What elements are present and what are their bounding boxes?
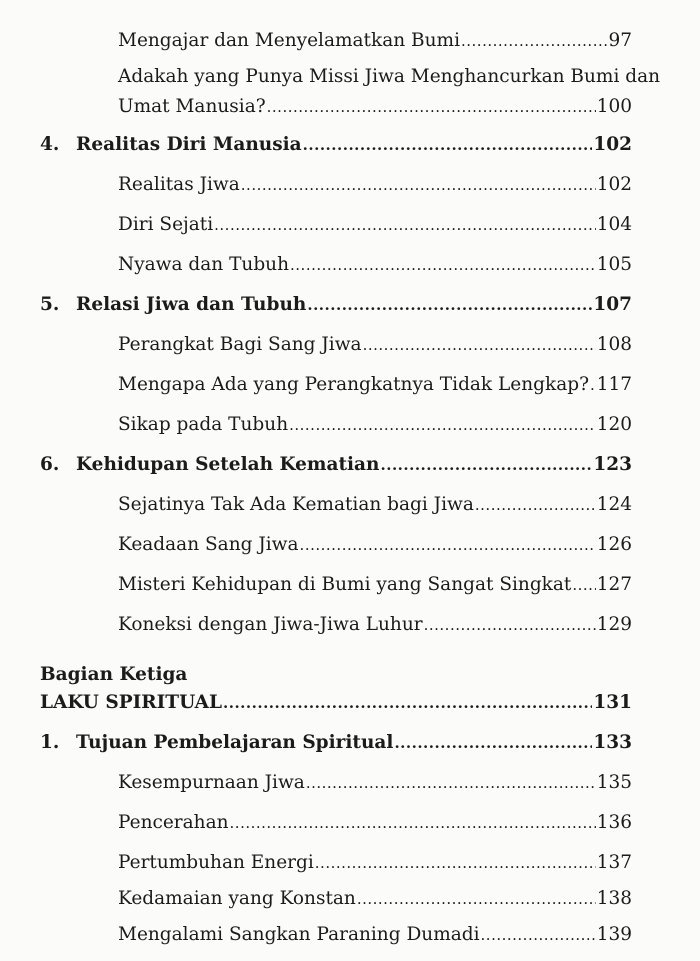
toc-entry[interactable] bbox=[118, 533, 632, 557]
entry-page: 105 bbox=[596, 254, 632, 275]
toc-chapter[interactable] bbox=[40, 293, 632, 317]
entry-title: Mengapa Ada yang Perangkatnya Tidak Lengkap? bbox=[118, 374, 590, 395]
dot-leader bbox=[290, 253, 596, 277]
entry-title: Kedamaian yang Konstan bbox=[118, 888, 356, 909]
dot-leader bbox=[381, 453, 593, 477]
part-label: Bagian Ketiga bbox=[40, 664, 188, 685]
entry-page: 137 bbox=[596, 852, 632, 873]
entry-page: 129 bbox=[596, 614, 632, 635]
entry-page: 126 bbox=[596, 534, 632, 555]
entry-title: Pencerahan bbox=[118, 812, 229, 833]
dot-leader bbox=[214, 213, 596, 237]
entry-title: Koneksi dengan Jiwa-Jiwa Luhur bbox=[118, 614, 423, 635]
entry-title: Mengajar dan Menyelamatkan Bumi bbox=[118, 30, 460, 51]
entry-page: 139 bbox=[596, 924, 632, 945]
dot-leader bbox=[357, 887, 596, 911]
dot-leader bbox=[572, 573, 595, 597]
dot-leader bbox=[300, 533, 596, 557]
dot-leader bbox=[241, 173, 596, 197]
entry-page: 102 bbox=[596, 174, 632, 195]
chapter-title: Realitas Diri Manusia bbox=[76, 134, 302, 155]
toc-entry[interactable] bbox=[118, 373, 632, 397]
part-page: 131 bbox=[593, 692, 632, 713]
entry-page: 97 bbox=[608, 30, 632, 51]
entry-page: 117 bbox=[596, 374, 632, 395]
entry-page: 104 bbox=[596, 214, 632, 235]
entry-title: Perangkat Bagi Sang Jiwa bbox=[118, 334, 362, 355]
toc-entry[interactable] bbox=[118, 923, 632, 947]
toc-chapter[interactable] bbox=[40, 133, 632, 157]
chapter-title: Relasi Jiwa dan Tubuh bbox=[76, 294, 307, 315]
toc-entry[interactable] bbox=[118, 173, 632, 197]
entry-page: 108 bbox=[596, 334, 632, 355]
part-title: LAKU SPIRITUAL bbox=[40, 692, 223, 713]
toc-entry[interactable] bbox=[118, 333, 632, 357]
dot-leader bbox=[424, 613, 596, 637]
entry-title: Realitas Jiwa bbox=[118, 174, 240, 195]
toc-part[interactable] bbox=[40, 691, 632, 715]
entry-title: Pertumbuhan Energi bbox=[118, 852, 314, 873]
entry-page: 127 bbox=[596, 574, 632, 595]
dot-leader bbox=[394, 731, 592, 755]
toc-entry[interactable] bbox=[118, 29, 632, 53]
entry-title: Mengalami Sangkan Paraning Dumadi bbox=[118, 924, 480, 945]
chapter-page: 102 bbox=[593, 134, 632, 155]
entry-title: Umat Manusia? bbox=[118, 96, 266, 117]
toc-entry[interactable] bbox=[118, 613, 632, 637]
chapter-title: Kehidupan Setelah Kematian bbox=[76, 454, 380, 475]
entry-title: Kesempurnaan Jiwa bbox=[118, 772, 305, 793]
entry-page: 120 bbox=[596, 414, 632, 435]
chapter-page: 133 bbox=[593, 732, 632, 753]
chapter-title: Tujuan Pembelajaran Spiritual bbox=[76, 732, 394, 753]
toc-entry[interactable] bbox=[118, 413, 632, 437]
dot-leader bbox=[475, 493, 596, 517]
entry-page: 124 bbox=[596, 494, 632, 515]
dot-leader bbox=[461, 29, 607, 53]
entry-page: 100 bbox=[596, 96, 632, 117]
toc-entry[interactable] bbox=[118, 573, 632, 597]
dot-leader bbox=[590, 373, 596, 397]
entry-title: Misteri Kehidupan di Bumi yang Sangat Singkat bbox=[118, 574, 572, 595]
dot-leader bbox=[306, 771, 596, 795]
toc-entry[interactable] bbox=[118, 771, 632, 795]
entry-title: Diri Sejati bbox=[118, 214, 214, 235]
chapter-number: 1. bbox=[40, 732, 60, 753]
dot-leader bbox=[267, 95, 596, 119]
dot-leader bbox=[230, 811, 596, 835]
chapter-number: 6. bbox=[40, 454, 60, 475]
toc-entry[interactable] bbox=[118, 493, 632, 517]
toc-entry[interactable] bbox=[118, 887, 632, 911]
entry-title: Sikap pada Tubuh bbox=[118, 414, 289, 435]
entry-title-line1: Adakah yang Punya Missi Jiwa Menghancurkan Bumi dan bbox=[118, 66, 661, 87]
chapter-page: 123 bbox=[593, 454, 632, 475]
entry-title: Keadaan Sang Jiwa bbox=[118, 534, 299, 555]
toc-chapter[interactable] bbox=[40, 731, 632, 755]
dot-leader bbox=[481, 923, 596, 947]
dot-leader bbox=[315, 851, 596, 875]
chapter-number: 5. bbox=[40, 294, 60, 315]
toc-entry[interactable] bbox=[118, 253, 632, 277]
entry-title: Nyawa dan Tubuh bbox=[118, 254, 290, 275]
chapter-page: 107 bbox=[593, 294, 632, 315]
entry-title: Sejatinya Tak Ada Kematian bagi Jiwa bbox=[118, 494, 474, 515]
toc-entry[interactable] bbox=[118, 851, 632, 875]
dot-leader bbox=[289, 413, 596, 437]
chapter-number: 4. bbox=[40, 134, 60, 155]
dot-leader bbox=[223, 691, 592, 715]
dot-leader bbox=[363, 333, 596, 357]
entry-page: 135 bbox=[596, 772, 632, 793]
toc-chapter[interactable] bbox=[40, 453, 632, 477]
toc-entry[interactable] bbox=[118, 811, 632, 835]
toc-entry[interactable] bbox=[118, 213, 632, 237]
dot-leader bbox=[303, 133, 593, 157]
entry-page: 136 bbox=[596, 812, 632, 833]
entry-page: 138 bbox=[596, 888, 632, 909]
dot-leader bbox=[307, 293, 592, 317]
toc-entry[interactable] bbox=[118, 95, 632, 119]
